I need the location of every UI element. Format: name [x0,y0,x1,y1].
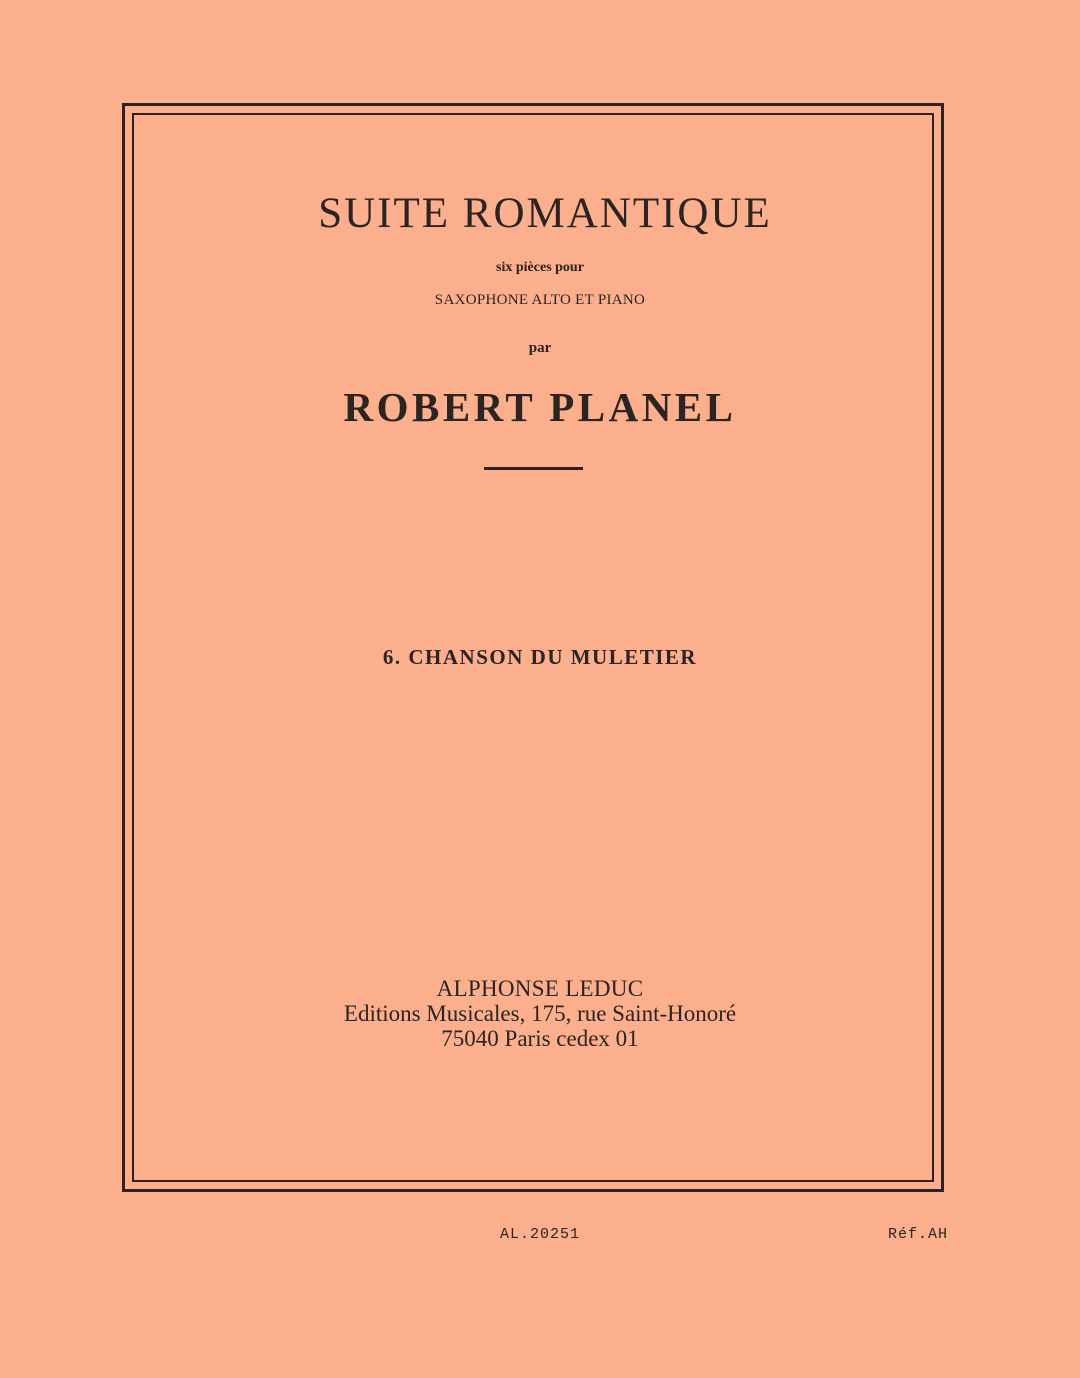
suite-title: SUITE ROMANTIQUE [318,190,772,237]
piece-title: 6. CHANSON DU MULETIER [382,645,698,669]
publisher-city: 75040 Paris cedex 01 [441,1026,639,1051]
publisher-address: Editions Musicales, 175, rue Saint-Honoré [343,1001,737,1026]
catalog-number: AL.20251 [499,1226,580,1243]
reference-code: Réf.AH [887,1226,948,1243]
publisher-name: ALPHONSE LEDUC [436,976,644,1001]
instrumentation: SAXOPHONE ALTO ET PIANO [434,292,646,308]
by-label: par [528,340,552,356]
subtitle: six pièces pour [496,260,584,275]
decorative-rule [484,467,583,470]
composer-name: ROBERT PLANEL [343,384,737,430]
